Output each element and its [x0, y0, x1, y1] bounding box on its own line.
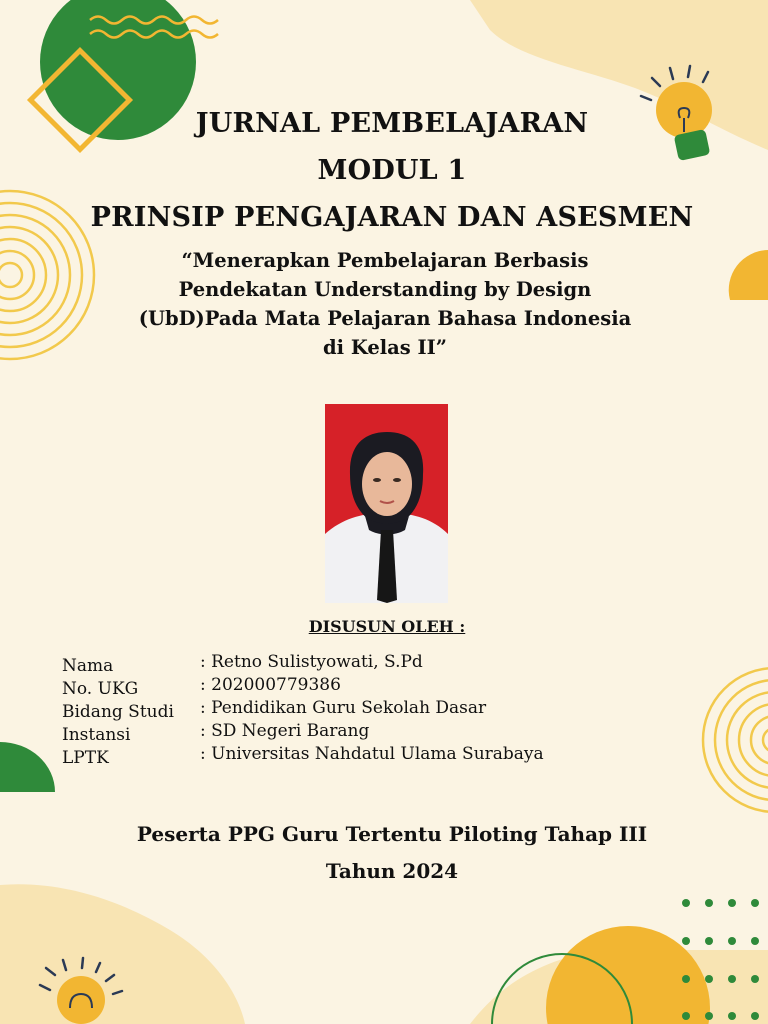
info-label-ukg: No. UKG [62, 679, 139, 699]
portrait-photo [325, 404, 448, 603]
green-half-circle-left [0, 742, 55, 792]
info-value-lptk: : Universitas Nahdatul Ulama Surabaya [200, 744, 544, 764]
info-label-institution: Instansi [62, 725, 131, 745]
concentric-arcs-right [703, 668, 768, 812]
info-label-name: Nama [62, 656, 114, 676]
info-label-field: Bidang Studi [62, 702, 174, 722]
subtitle-line: di Kelas II” [322, 336, 448, 359]
yellow-half-circle-right [729, 250, 768, 300]
document-title: JURNAL PEMBELAJARAN [195, 108, 589, 139]
info-value-field: : Pendidikan Guru Sekolah Dasar [200, 698, 487, 718]
authored-by-heading: DISUSUN OLEH : [308, 617, 466, 636]
info-value-institution: : SD Negeri Barang [200, 721, 370, 741]
subtitle-line: “Menerapkan Pembelajaran Berbasis [181, 249, 589, 272]
subtitle-line: Pendekatan Understanding by Design [178, 278, 592, 301]
info-value-name: : Retno Sulistyowati, S.Pd [200, 652, 423, 672]
info-label-lptk: LPTK [62, 748, 109, 768]
subtitle-line: (UbD)Pada Mata Pelajaran Bahasa Indonesia [138, 307, 632, 330]
cream-blob-bottom-left [0, 884, 245, 1024]
module-title: MODUL 1 [317, 155, 467, 186]
topic-title: PRINSIP PENGAJARAN DAN ASESMEN [90, 202, 694, 233]
year-line: Tahun 2024 [325, 859, 459, 883]
info-value-ukg: : 202000779386 [200, 675, 341, 695]
participant-line: Peserta PPG Guru Tertentu Piloting Tahap III [136, 822, 648, 846]
subtitle-quote [120, 246, 650, 362]
